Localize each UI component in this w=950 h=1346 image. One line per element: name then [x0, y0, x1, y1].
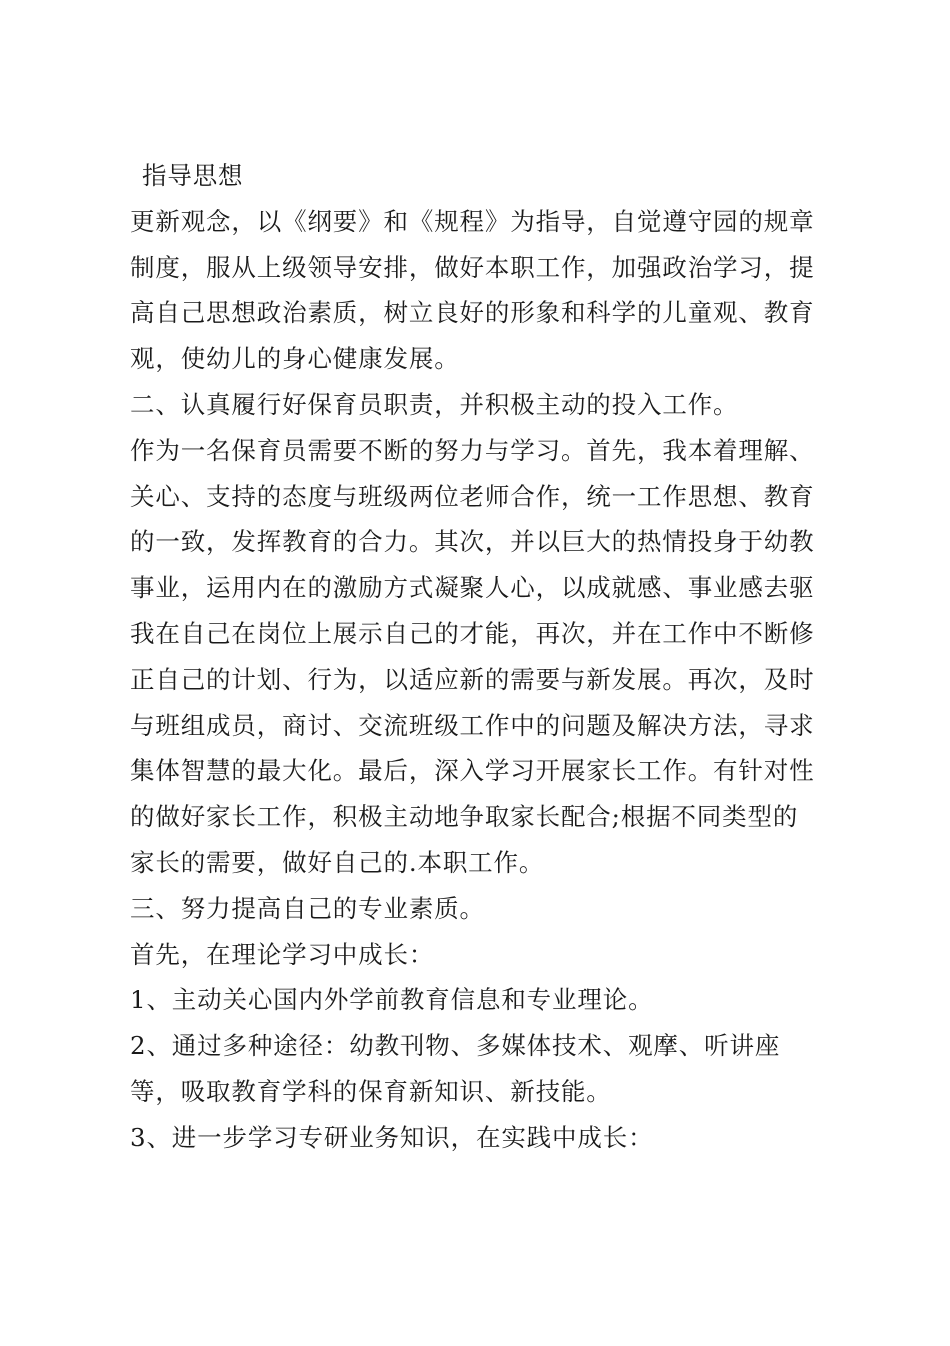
list-item: 1、主动关心国内外学前教育信息和专业理论。	[130, 985, 654, 1015]
text-line: 我在自己在岗位上展示自己的才能，再次，并在工作中不断修	[130, 618, 815, 648]
text-line: 的一致，发挥教育的合力。其次，并以巨大的热情投身于幼教	[130, 527, 815, 557]
text-line: 的做好家长工作，积极主动地争取家长配合;根据不同类型的	[130, 802, 799, 832]
text-line: 等，吸取教育学科的保育新知识、新技能。	[130, 1076, 612, 1106]
document-body	[130, 153, 830, 1161]
list-item: 2、通过多种途径：幼教刊物、多媒体技术、观摩、听讲座	[130, 1031, 781, 1061]
text-line: 与班组成员，商讨、交流班级工作中的问题及解决方法，寻求	[130, 710, 815, 740]
list-item: 3、进一步学习专研业务知识，在实践中成长：	[130, 1122, 654, 1152]
section-heading: 三、努力提高自己的专业素质。	[130, 893, 485, 923]
text-line: 更新观念，以《纲要》和《规程》为指导，自觉遵守园的规章	[130, 206, 815, 236]
text-line: 首先，在理论学习中成长：	[130, 939, 435, 969]
text-line: 观，使幼儿的身心健康发展。	[130, 344, 460, 374]
text-line: 家长的需要，做好自己的.本职工作。	[130, 847, 545, 877]
section-heading: 二、认真履行好保育员职责，并积极主动的投入工作。	[130, 389, 739, 419]
text-line: 集体智慧的最大化。最后，深入学习开展家长工作。有针对性	[130, 756, 815, 786]
section-heading: 指导思想	[142, 161, 244, 190]
text-line: 正自己的计划、行为，以适应新的需要与新发展。再次，及时	[130, 664, 815, 694]
text-line: 制度，服从上级领导安排，做好本职工作，加强政治学习，提	[130, 252, 815, 282]
text-line: 高自己思想政治素质，树立良好的形象和科学的儿童观、教育	[130, 298, 815, 328]
text-line: 事业，运用内在的激励方式凝聚人心，以成就感、事业感去驱	[130, 573, 815, 603]
text-line: 关心、支持的态度与班级两位老师合作，统一工作思想、教育	[130, 481, 815, 511]
text-line: 作为一名保育员需要不断的努力与学习。首先，我本着理解、	[130, 435, 815, 465]
